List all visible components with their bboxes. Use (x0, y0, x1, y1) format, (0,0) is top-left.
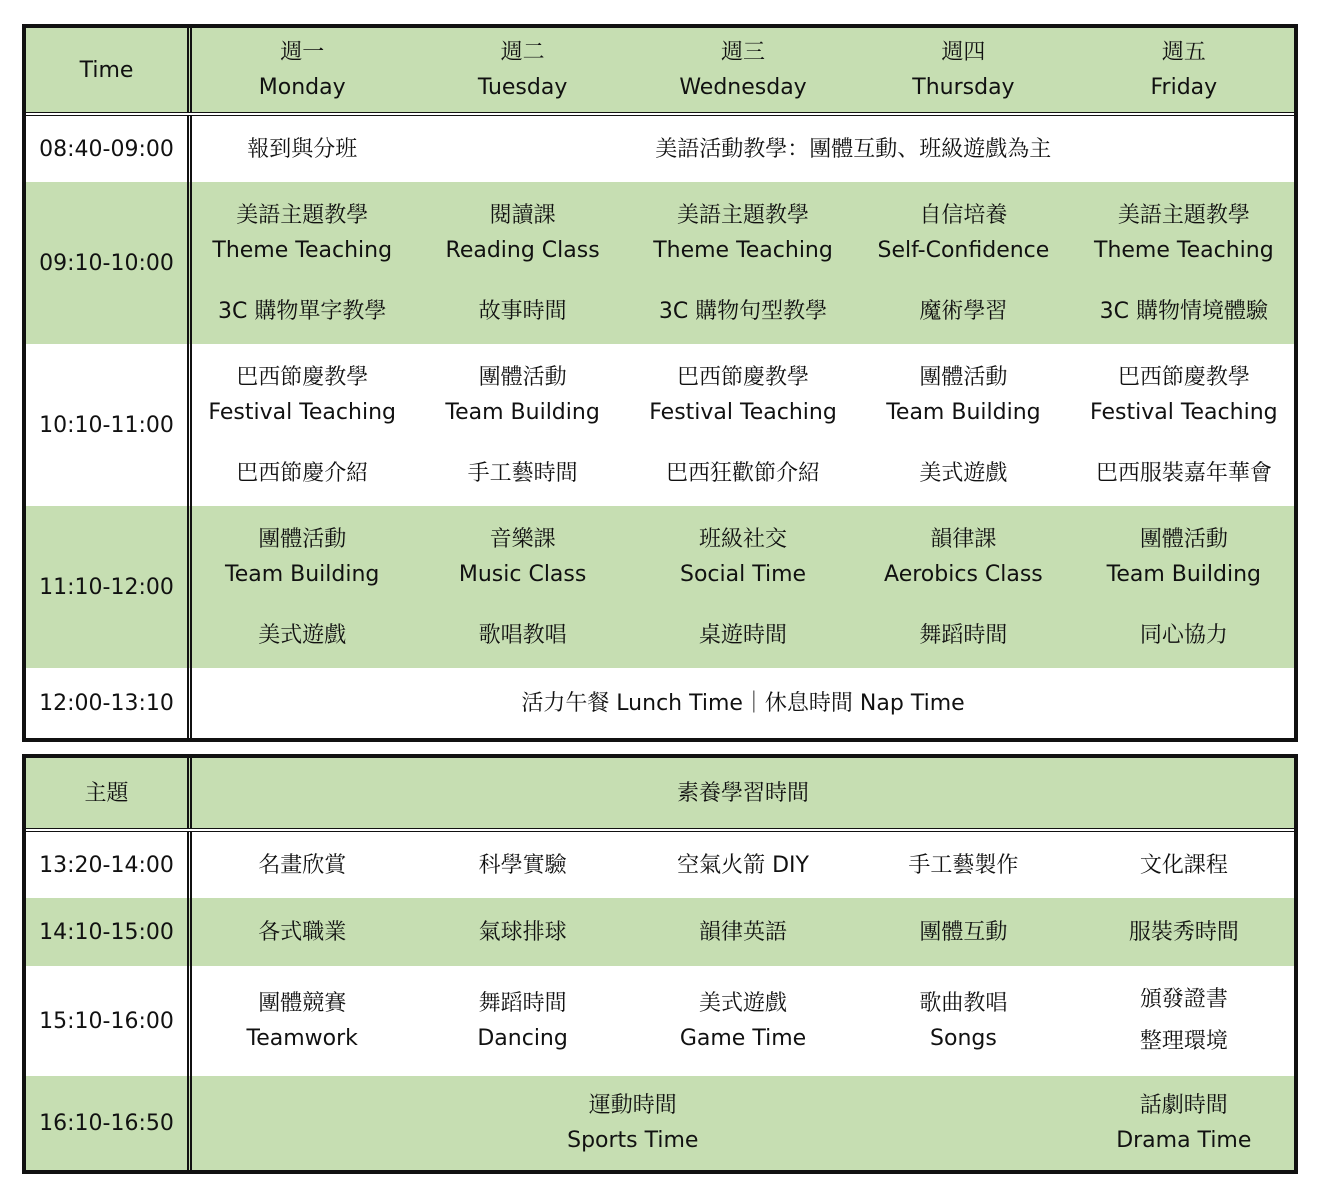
time-text: 09:10-10:00 (39, 250, 174, 276)
time-cell (26, 1076, 192, 1170)
class-en: Music Class (458, 561, 587, 587)
activity-text: 各式職業 (258, 919, 347, 945)
class-sub: 歌唱教唱 (478, 622, 567, 648)
activity-cell (853, 966, 1073, 1076)
class-en: Aerobics Class (884, 561, 1043, 587)
activity-cell (192, 966, 412, 1076)
class-en: Festival Teaching (1090, 399, 1278, 425)
class-zh: 美語主題教學 (1117, 202, 1250, 228)
time-text: 10:10-11:00 (39, 412, 174, 438)
time-header-label: Time (79, 57, 134, 83)
activity-zh: 團體競賽 (258, 991, 347, 1016)
afternoon-row (26, 1076, 1294, 1170)
activity-text: 名畫欣賞 (258, 852, 347, 878)
schedule-row (26, 116, 1294, 182)
theme-label: 主題 (84, 780, 129, 806)
day-zh: 週三 (721, 40, 766, 65)
day-header-tuesday (412, 28, 632, 112)
time-text: 13:20-14:00 (39, 852, 174, 878)
activity-zh: 美式遊戲 (699, 991, 788, 1016)
time-text: 14:10-15:00 (39, 919, 174, 945)
class-zh: 團體活動 (1139, 526, 1228, 552)
activity-zh-2: 整理環境 (1139, 1029, 1228, 1054)
activity-text: 韻律英語 (699, 919, 788, 945)
time-header (26, 28, 192, 112)
drama-cell (1074, 1076, 1294, 1170)
activity-en: Dancing (477, 1026, 568, 1051)
class-zh: 巴西節慶教學 (677, 364, 810, 390)
day-en: Monday (258, 75, 346, 100)
class-zh: 團體活動 (919, 364, 1008, 390)
activity-text: 文化課程 (1139, 852, 1228, 878)
activity-en: Game Time (679, 1026, 807, 1051)
class-sub: 同心協力 (1139, 622, 1228, 648)
theme-header-row (26, 758, 1294, 828)
activity-cell (192, 898, 412, 966)
class-zh: 音樂課 (489, 526, 556, 552)
schedule-row (26, 182, 1294, 344)
afternoon-row (26, 898, 1294, 966)
morning-schedule-table (22, 24, 1298, 742)
class-sub: 故事時間 (478, 298, 567, 324)
activity-cell (412, 898, 632, 966)
class-cell (1074, 182, 1294, 344)
lunch-cell (192, 668, 1294, 738)
class-cell (633, 182, 853, 344)
class-sub: 美式遊戲 (919, 460, 1008, 486)
class-cell (192, 506, 412, 668)
time-cell (26, 898, 192, 966)
class-en: Theme Teaching (653, 237, 833, 263)
class-en: Team Building (445, 399, 600, 425)
time-cell (26, 668, 192, 738)
time-text: 12:00-13:10 (39, 690, 174, 716)
class-sub: 魔術學習 (919, 298, 1008, 324)
class-cell (853, 506, 1073, 668)
time-cell (26, 344, 192, 506)
class-zh: 美語主題教學 (236, 202, 369, 228)
class-zh: 韻律課 (930, 526, 997, 552)
afternoon-row (26, 966, 1294, 1076)
class-cell (1074, 344, 1294, 506)
activity-text: 科學實驗 (478, 852, 567, 878)
class-cell (412, 506, 632, 668)
time-text: 08:40-09:00 (39, 136, 174, 162)
day-en: Tuesday (477, 75, 568, 100)
activity-zh: 舞蹈時間 (478, 991, 567, 1016)
drama-en: Drama Time (1116, 1128, 1252, 1153)
class-cell (1074, 506, 1294, 668)
activity-span-text: 美語活動教學：團體互動、班級遊戲為主 (655, 136, 1052, 162)
sports-en: Sports Time (567, 1128, 699, 1153)
class-sub: 桌遊時間 (699, 622, 788, 648)
day-header-thursday (853, 28, 1073, 112)
class-sub: 巴西節慶介紹 (236, 460, 369, 486)
activity-en: Teamwork (246, 1026, 358, 1051)
class-en: Social Time (679, 561, 807, 587)
class-cell (412, 182, 632, 344)
class-zh: 巴西節慶教學 (1117, 364, 1250, 390)
checkin-text: 報到與分班 (247, 136, 358, 162)
afternoon-row (26, 832, 1294, 898)
class-zh: 團體活動 (258, 526, 347, 552)
activity-cell (1074, 832, 1294, 898)
time-text: 11:10-12:00 (39, 574, 174, 600)
time-cell (26, 116, 192, 182)
activity-zh: 歌曲教唱 (919, 991, 1008, 1016)
class-sub: 巴西狂歡節介紹 (666, 460, 821, 486)
class-zh: 自信培養 (919, 202, 1008, 228)
schedule-row (26, 668, 1294, 738)
lunch-text: 活力午餐 Lunch Time｜休息時間 Nap Time (521, 690, 965, 716)
activity-cell (853, 898, 1073, 966)
class-sub: 3C 購物情境體驗 (1099, 298, 1268, 324)
class-en: Team Building (886, 399, 1041, 425)
class-sub: 3C 購物單字教學 (218, 298, 387, 324)
activity-zh: 頒發證書 (1139, 987, 1228, 1012)
schedule-row (26, 506, 1294, 668)
class-en: Reading Class (445, 237, 600, 263)
class-sub: 3C 購物句型教學 (658, 298, 828, 324)
theme-label-cell (26, 758, 192, 828)
day-zh: 週一 (280, 40, 325, 65)
day-zh: 週二 (500, 40, 545, 65)
header-row (26, 28, 1294, 112)
time-cell (26, 506, 192, 668)
activity-text: 服裝秀時間 (1128, 919, 1239, 945)
class-cell (853, 182, 1073, 344)
time-cell (26, 966, 192, 1076)
activity-cell (633, 898, 853, 966)
activity-text: 空氣火箭 DIY (677, 852, 809, 878)
class-cell (192, 344, 412, 506)
activity-cell (412, 832, 632, 898)
time-cell (26, 832, 192, 898)
class-en: Self-Confidence (877, 237, 1050, 263)
class-cell (192, 182, 412, 344)
activity-cell (412, 966, 632, 1076)
time-text: 16:10-16:50 (39, 1110, 174, 1136)
class-sub: 美式遊戲 (258, 622, 347, 648)
activity-cell (1074, 898, 1294, 966)
class-en: Festival Teaching (649, 399, 837, 425)
class-en: Theme Teaching (1094, 237, 1274, 263)
activity-span-cell (412, 116, 1294, 182)
class-en: Team Building (225, 561, 380, 587)
time-cell (26, 182, 192, 344)
day-header-wednesday (633, 28, 853, 112)
activity-text: 團體互動 (919, 919, 1008, 945)
class-cell (633, 506, 853, 668)
activity-text: 氣球排球 (478, 919, 567, 945)
theme-title-cell (192, 758, 1294, 828)
sports-zh: 運動時間 (588, 1093, 677, 1118)
class-en: Theme Teaching (212, 237, 393, 263)
sports-cell (192, 1076, 1074, 1170)
activity-en: Songs (930, 1026, 997, 1051)
class-zh: 班級社交 (699, 526, 788, 552)
theme-title: 素養學習時間 (676, 780, 809, 806)
class-zh: 閱讀課 (489, 202, 556, 228)
activity-cell (633, 832, 853, 898)
afternoon-schedule-table (22, 754, 1298, 1174)
day-en: Wednesday (679, 75, 807, 100)
drama-zh: 話劇時間 (1139, 1093, 1228, 1118)
class-cell (853, 344, 1073, 506)
activity-cell (192, 832, 412, 898)
time-text: 15:10-16:00 (39, 1008, 174, 1034)
day-zh: 週四 (941, 40, 986, 65)
schedule-row (26, 344, 1294, 506)
class-sub: 手工藝時間 (467, 460, 578, 486)
day-header-friday (1074, 28, 1294, 112)
day-header-monday (192, 28, 412, 112)
class-zh: 美語主題教學 (677, 202, 810, 228)
day-en: Friday (1150, 75, 1218, 100)
class-zh: 巴西節慶教學 (236, 364, 369, 390)
checkin-cell (192, 116, 412, 182)
day-en: Thursday (912, 75, 1015, 100)
activity-cell (853, 832, 1073, 898)
activity-cell (633, 966, 853, 1076)
class-cell (633, 344, 853, 506)
day-zh: 週五 (1161, 40, 1206, 65)
activity-text: 手工藝製作 (908, 852, 1019, 878)
class-en: Festival Teaching (208, 399, 396, 425)
class-zh: 團體活動 (478, 364, 567, 390)
class-sub: 舞蹈時間 (919, 622, 1008, 648)
class-sub: 巴西服裝嘉年華會 (1095, 460, 1272, 486)
class-cell (412, 344, 632, 506)
activity-cell (1074, 966, 1294, 1076)
class-en: Team Building (1106, 561, 1262, 587)
